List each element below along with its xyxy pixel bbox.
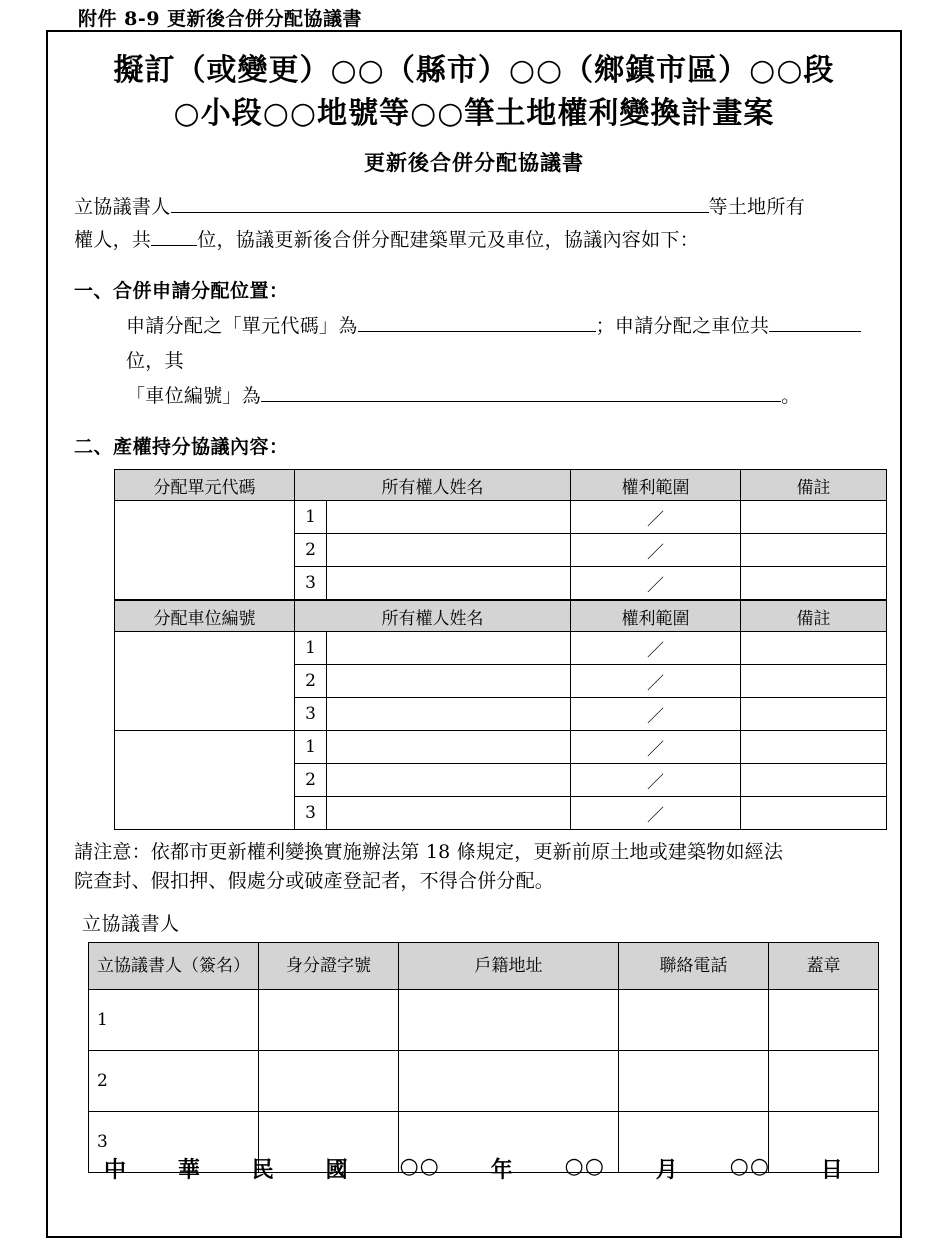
signer-phone-cell[interactable] [619,1051,769,1112]
row-number: 2 [295,534,327,567]
date-char-year: 年 [490,1157,514,1183]
owner-name-cell[interactable] [327,632,571,665]
signer-name-cell[interactable]: 2 [89,1051,259,1112]
attachment-tag: 附件 8-9 更新後合併分配協議書 [78,8,363,30]
section-1-line-1 [126,309,874,379]
owner-name-cell[interactable] [327,665,571,698]
intro-paragraph [74,191,874,258]
owner-name-cell[interactable] [327,501,571,534]
right-scope-cell[interactable]: ／ [571,698,741,731]
signer-seal-cell[interactable] [769,1051,879,1112]
right-scope-cell[interactable]: ／ [571,797,741,830]
row-number: 3 [295,567,327,600]
section-1-body [126,309,874,414]
col-id-number: 身分證字號 [259,943,399,990]
right-scope-cell[interactable]: ／ [571,534,741,567]
owner-name-cell[interactable] [327,698,571,731]
table-row [115,632,887,665]
col-owner-name: 所有權人姓名 [295,470,571,501]
document-frame [46,30,902,1238]
row-number: 1 [295,501,327,534]
col-right-scope: 權利範圍 [571,470,741,501]
section-2-heading: 二、產權持分協議內容： [74,436,289,459]
parking-number-period: 。 [781,384,801,407]
date-day-blank[interactable]: ○○ [729,1153,771,1179]
table-header-row [115,470,887,501]
remark-cell[interactable] [741,797,887,830]
owner-name-cell[interactable] [327,764,571,797]
row-number: 3 [295,797,327,830]
signer-address-cell[interactable] [399,1051,619,1112]
table-row [115,731,887,764]
intro-text-a: 立協議書人 [74,196,171,219]
signer-seal-cell[interactable] [769,990,879,1051]
col-signer-name: 立協議書人（簽名） [89,943,259,990]
row-number: 3 [295,698,327,731]
date-char-zhong: 中 [104,1157,128,1183]
signer-phone-cell[interactable] [619,990,769,1051]
intro-text-c: 權人，共 [74,229,152,252]
signer-id-cell[interactable] [259,1051,399,1112]
remark-cell[interactable] [741,698,887,731]
page-title [74,50,874,135]
date-char-hua: 華 [177,1157,201,1183]
section-1-line-2 [126,379,874,414]
legal-note [74,838,874,895]
section-1-heading: 一、合併申請分配位置： [74,279,289,302]
table-header-row [89,943,879,990]
parking-allocation-table [114,600,887,830]
row-number: 2 [295,764,327,797]
right-scope-cell[interactable]: ／ [571,665,741,698]
signers-table [88,942,879,1173]
right-scope-cell[interactable]: ／ [571,731,741,764]
remark-cell[interactable] [741,731,887,764]
col-seal: 蓋章 [769,943,879,990]
owner-name-cell[interactable] [327,797,571,830]
table-row [89,990,879,1051]
signer-name-cell[interactable]: 1 [89,990,259,1051]
owner-name-cell[interactable] [327,534,571,567]
col-unit-code: 分配單元代碼 [115,470,295,501]
row-number: 1 [295,632,327,665]
date-char-day: 日 [820,1157,844,1183]
unit-code-cell[interactable] [115,501,295,600]
row-number: 2 [295,665,327,698]
col-parking-number: 分配車位編號 [115,601,295,632]
legal-note-line-2: 院查封、假扣押、假處分或破產登記者，不得合併分配。 [74,869,555,892]
remark-cell[interactable] [741,764,887,797]
unit-allocation-table [114,469,887,600]
remark-cell[interactable] [741,567,887,600]
legal-note-line-1: 請注意：依都市更新權利變換實施辦法第 18 條規定，更新前原土地或建築物如經法 [74,841,784,864]
col-address: 戶籍地址 [399,943,619,990]
col-right-scope: 權利範圍 [571,601,741,632]
date-char-guo: 國 [325,1157,349,1183]
date-line [78,1153,870,1184]
col-remark: 備註 [741,601,887,632]
parking-number-label: 「車位編號」為 [126,384,262,407]
owner-name-cell[interactable] [327,567,571,600]
col-phone: 聯絡電話 [619,943,769,990]
parking-number-cell[interactable] [115,632,295,731]
signer-names-blank[interactable] [171,192,709,213]
parking-number-cell[interactable] [115,731,295,830]
right-scope-cell[interactable]: ／ [571,764,741,797]
signer-name-cell[interactable]: 3 [89,1112,259,1173]
col-owner-name: 所有權人姓名 [295,601,571,632]
col-remark: 備註 [741,470,887,501]
parking-count-suffix: 位，其 [126,349,184,372]
intro-text-b: 等土地所有 [708,196,806,219]
right-scope-cell[interactable]: ／ [571,501,741,534]
table-header-row [115,601,887,632]
table-row [89,1051,879,1112]
right-scope-cell[interactable]: ／ [571,632,741,665]
remark-cell[interactable] [741,501,887,534]
unit-code-label: 申請分配之「單元代碼」為 [126,314,358,337]
remark-cell[interactable] [741,665,887,698]
unit-code-blank[interactable] [358,311,596,332]
intro-text-d: 位，協議更新後合併分配建築單元及車位，協議內容如下： [197,229,700,252]
title-line-2: ○小段○○地號等○○筆土地權利變換計畫案 [173,95,775,131]
signer-address-cell[interactable] [399,990,619,1051]
parking-count-blank[interactable] [769,311,861,332]
date-char-min: 民 [251,1157,275,1183]
signer-count-blank[interactable] [151,226,197,247]
signer-id-cell[interactable] [259,990,399,1051]
table-row [115,501,887,534]
owner-name-cell[interactable] [327,731,571,764]
page-subtitle: 更新後合併分配協議書 [364,150,584,176]
signers-section-label: 立協議書人 [82,913,180,936]
row-number: 1 [295,731,327,764]
date-char-month: 月 [655,1157,679,1183]
parking-count-label: ；申請分配之車位共 [595,314,770,337]
remark-cell[interactable] [741,632,887,665]
date-year-blank[interactable]: ○○ [399,1153,440,1179]
date-month-blank[interactable]: ○○ [564,1153,605,1179]
remark-cell[interactable] [741,534,887,567]
title-line-1: 擬訂（或變更）○○（縣市）○○（鄉鎮市區）○○段 [113,53,835,88]
parking-number-blank[interactable] [261,381,781,402]
right-scope-cell[interactable]: ／ [571,567,741,600]
